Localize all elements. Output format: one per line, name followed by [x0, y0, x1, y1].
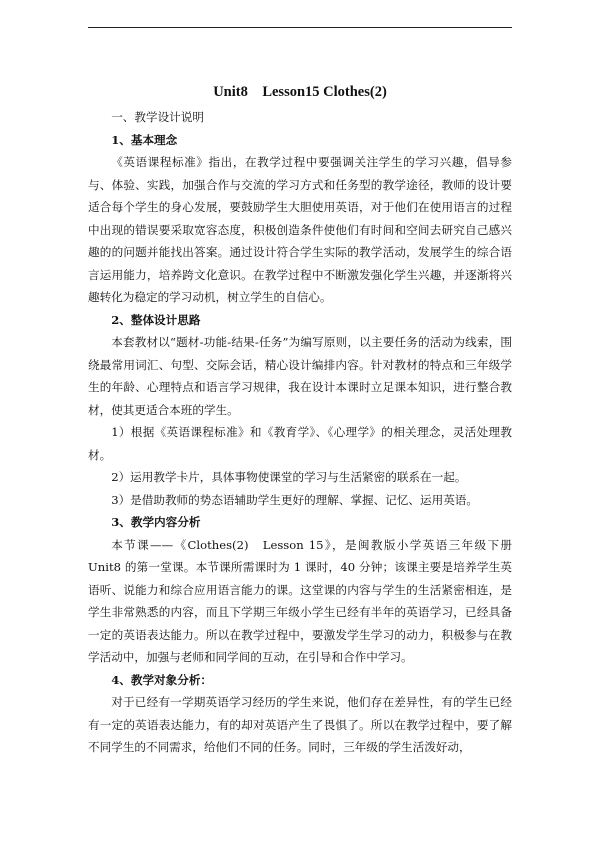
paragraph: 本套教材以“题材-功能-结果-任务”为编写原则，以主要任务的活动为线索，围绕最常用词汇、句型、交际会话，精心设计编排内容。针对教材的特点和三年级学生的年龄、心理特点和语言学习规律，我在设计本课时立足课本知识，进行整合教材，使其更适合本班的学生。: [88, 335, 512, 417]
subheading-content-analysis: 3、教学内容分析: [111, 515, 201, 529]
subheading-basic-concept: 1、基本理念: [111, 132, 178, 147]
section-heading: 一、教学设计说明: [111, 110, 204, 124]
header-rule: [88, 27, 512, 28]
paragraph: 《英语课程标准》指出，在教学过程中要强调关注学生的学习兴趣，倡导参与、体验、实践，加强合作与交流的学习方式和任务型的教学途径，教师的设计要适合每个学生的身心发展，要鼓励学生大胆使用英语，对于他们在使用语言的过程中出现的错误要采取宽容态度，积极创造条件使他们有时间和空间去研究自己感兴趣的的问题并能找出答案。通过设计符合学生实际的教学活动，发展学生的综合语言运用能力，培养跨文化意识。在教学过程中不断激发强化学生兴趣，并逐渐将兴趣转化为稳定的学习动机，树立学生的自信心。: [88, 155, 512, 304]
paragraph: 对于已经有一学期英语学习经历的学生来说，他们存在差异性，有的学生已经有一定的英语表达能力，有的却对英语产生了畏惧了。所以在教学过程中，要了解不同学生的不同需求，给他们不同的任务。同时，三年级的学生活泼好动，: [88, 695, 512, 754]
document-body: [88, 106, 512, 759]
document-title: Unit8 Lesson15 Clothes(2): [213, 84, 387, 100]
subheading-design-approach: 2、整体设计思路: [111, 312, 201, 327]
list-item: 2）运用教学卡片，具体事物使课堂的学习与生活紧密的联系在一起。: [111, 470, 467, 484]
list-item: 3）是借助教师的势态语辅助学生更好的理解、掌握、记忆、运用英语。: [111, 492, 478, 507]
subheading-student-analysis: 4、教学对象分析：: [111, 672, 213, 687]
list-item: 1）根据《英语课程标准》和《教育学》、《心理学》的相关理念，灵活处理教材。: [88, 425, 512, 462]
paragraph: 本节课——《Clothes(2) Lesson 15》，是闽教版小学英语三年级下册 Unit8 的第一堂课。本节课所需课时为 1 课时，40 分钟；该课主要是培养学生英语听、说能力和综合应用语言能力的课。这堂课的内容与学生的生活紧密相连，是学生非常熟悉的内容，而且下学期三年级小学生已经有半年的英语学习，已经具备一定的英语表达能力。所以在教学过程中，要激发学生学习的动力，积极参与在教学活动中，加强与老师和同学间的互动，在引导和合作中学习。: [88, 537, 512, 664]
